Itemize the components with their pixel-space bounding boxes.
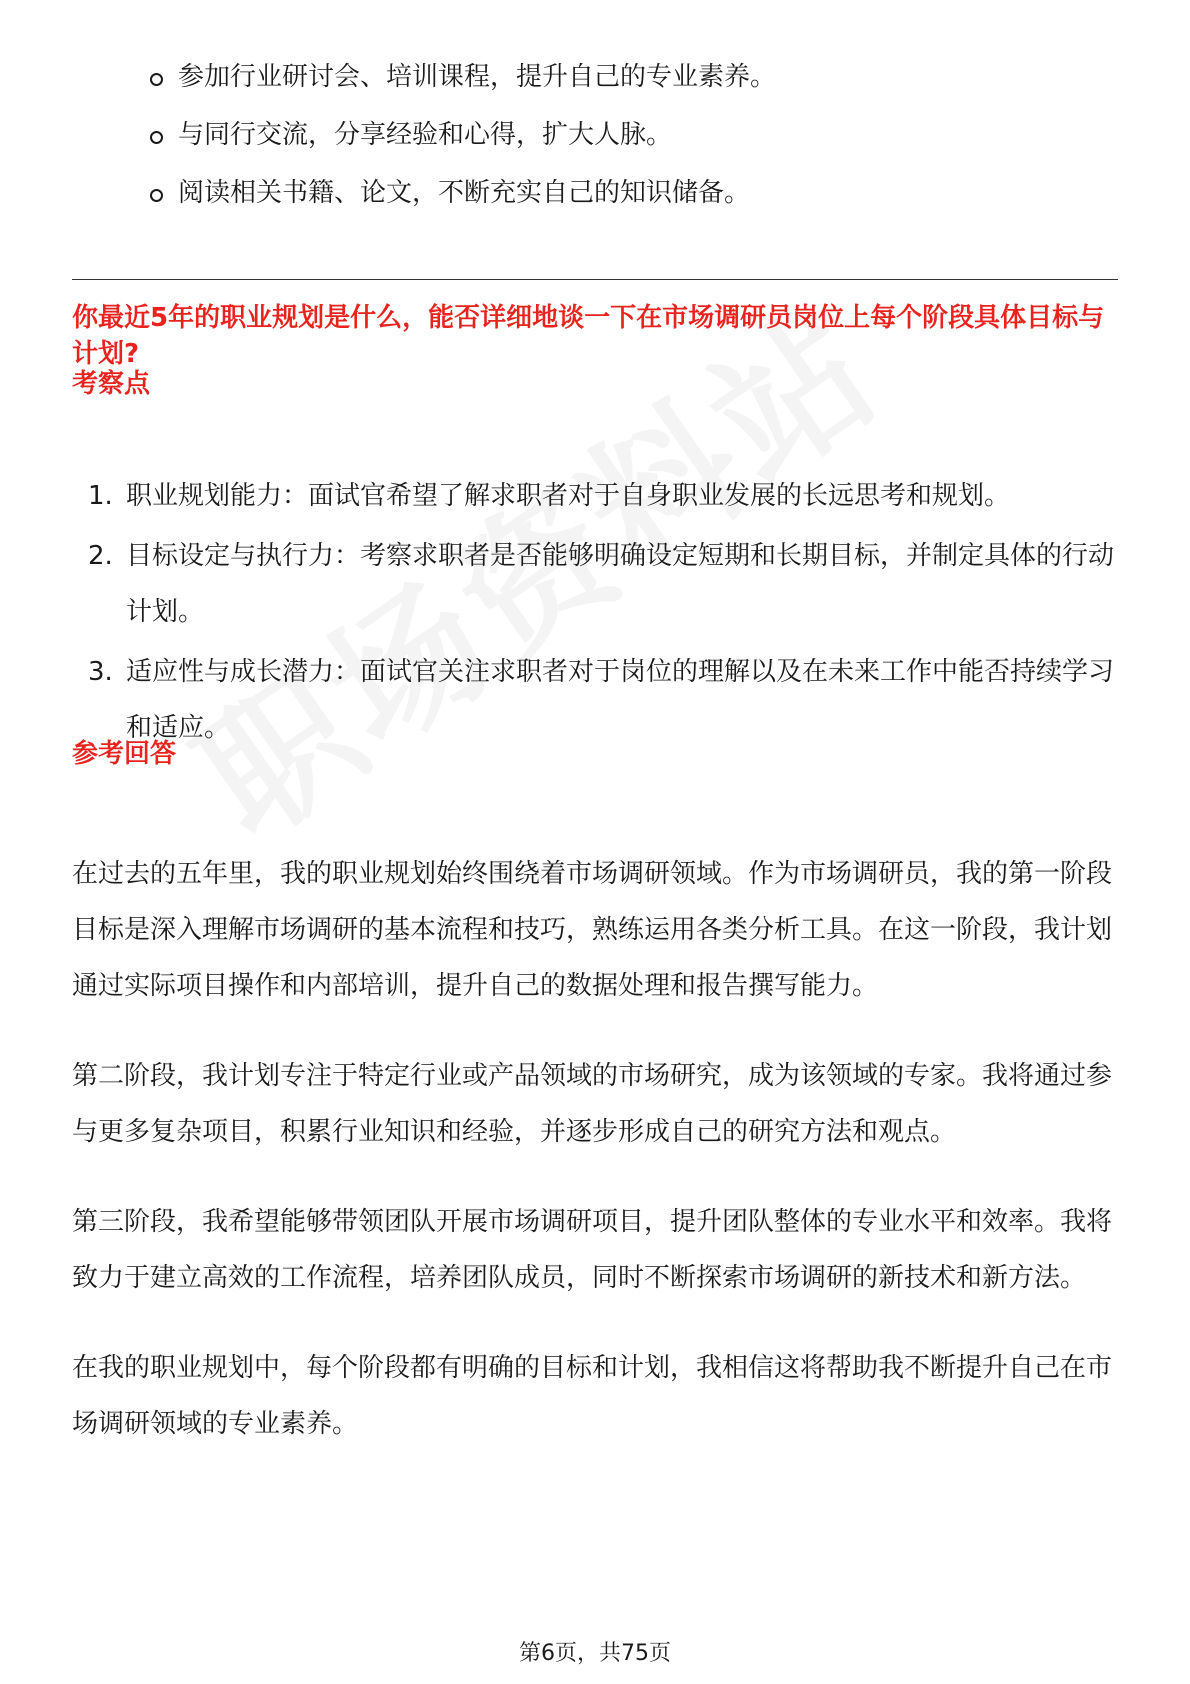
paragraph: 在过去的五年里，我的职业规划始终围绕着市场调研领域。作为市场调研员，我的第一阶段目标是深入理解市场调研的基本流程和技巧，熟练运用各类分析工具。在这一阶段，我计划通过实际项目操作和内部培训，提升自己的数据处理和报告撰写能力。 (72, 859, 1113, 1001)
list-number: 3. (88, 657, 113, 687)
list-item (150, 60, 1110, 94)
list-item (72, 468, 1118, 524)
section-title-points: 考察点 (72, 369, 151, 399)
circle-bullet-icon (150, 73, 163, 86)
section-title-answer: 参考回答 (72, 739, 177, 769)
list-item (72, 644, 1118, 756)
list-item (150, 176, 1110, 210)
paragraph: 在我的职业规划中，每个阶段都有明确的目标和计划，我相信这将帮助我不断提升自己在市场调研领域的专业素养。 (72, 1353, 1113, 1439)
answer-body (72, 846, 1118, 1486)
page-footer: 第6页，共75页 (519, 1641, 671, 1666)
list-item-text: 职业规划能力：面试官希望了解求职者对于自身职业发展的长远思考和规划。 (126, 481, 1011, 511)
paragraph: 第三阶段，我希望能够带领团队开展市场调研项目，提升团队整体的专业水平和效率。我将致力于建立高效的工作流程，培养团队成员，同时不断探索市场调研的新技术和新方法。 (72, 1207, 1113, 1293)
list-number: 1. (88, 481, 113, 511)
numbered-list (72, 468, 1118, 760)
paragraph: 第二阶段，我计划专注于特定行业或产品领域的市场研究，成为该领域的专家。我将通过参与更多复杂项目，积累行业知识和经验，并逐步形成自己的研究方法和观点。 (72, 1061, 1113, 1147)
list-item-text: 阅读相关书籍、论文，不断充实自己的知识储备。 (178, 178, 751, 208)
list-item (150, 118, 1110, 152)
list-item-text: 参加行业研讨会、培训课程，提升自己的专业素养。 (178, 62, 777, 92)
circle-bullet-icon (150, 131, 163, 144)
divider (72, 279, 1118, 280)
list-item-text: 与同行交流，分享经验和心得，扩大人脉。 (178, 120, 673, 150)
list-item-text: 目标设定与执行力：考察求职者是否能够明确设定短期和长期目标，并制定具体的行动计划。 (126, 541, 1115, 627)
list-item (72, 528, 1118, 640)
list-item-text: 适应性与成长潜力：面试官关注求职者对于岗位的理解以及在未来工作中能否持续学习和适应。 (126, 657, 1115, 743)
list-number: 2. (88, 541, 113, 571)
question-heading: 你最近5年的职业规划是什么，能否详细地谈一下在市场调研员岗位上每个阶段具体目标与计划? (72, 303, 1105, 369)
circle-bullet-icon (150, 189, 163, 202)
bullet-list (150, 60, 1110, 234)
